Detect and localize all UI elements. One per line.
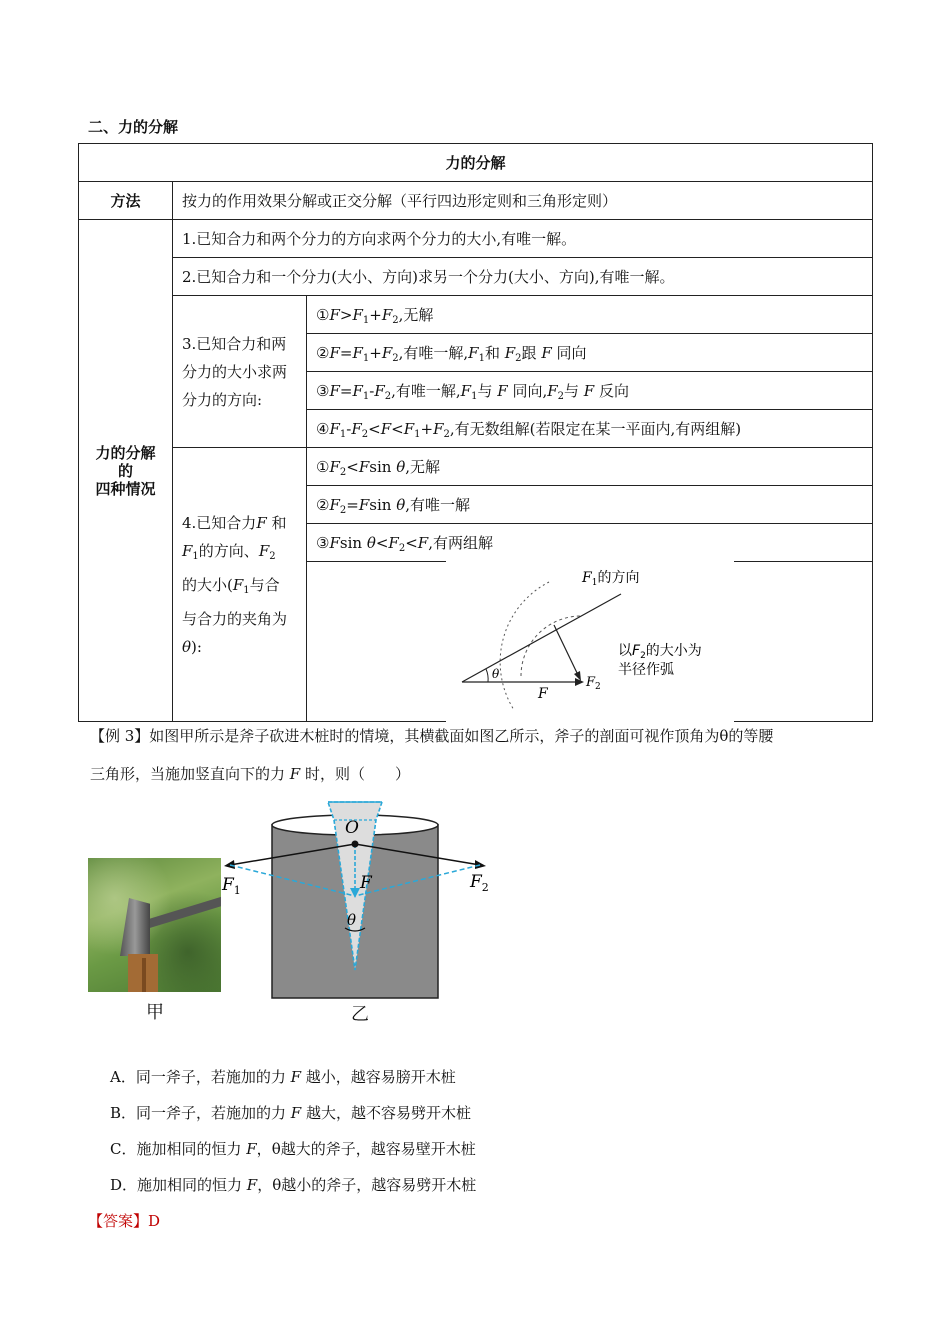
case-4-item-3: ③Fsin $\theta<F_2<F$,有两组解: [307, 524, 873, 562]
radius-label-2: 半径作弧: [618, 662, 674, 678]
case-3-item-2: $②F=F_1+F_2$,有唯一解$,F_1$和 $F_2$跟 F 同向: [307, 334, 873, 372]
label-f1: $F_1$: [222, 875, 241, 897]
case-3-item-3: $③F=F_1-F_2$,有唯一解$,F_1$与 F 同向$,F_2$与 F 反向: [307, 372, 873, 410]
option-a[interactable]: A．同一斧子，若施加的力 F 越小，越容易膀开木桩: [110, 1068, 456, 1086]
label-f: F: [360, 873, 372, 893]
fig-jia-label: 甲: [146, 1002, 164, 1023]
diagram-f-label: F: [538, 686, 548, 702]
case-4-label: 4.已知合力F 和 $F_1$的方向、$F_2$ 的大小($F_1$与合 与合力的夹角为θ):: [173, 448, 307, 722]
case-3-item-1: $①F>F_1+F_2$,无解: [307, 296, 873, 334]
axe-photo: [88, 858, 221, 992]
label-theta: θ: [347, 911, 357, 929]
method-text: 按力的作用效果分解或正交分解（平行四边形定则和三角形定则）: [173, 182, 873, 220]
table-header: 力的分解: [79, 144, 873, 182]
case-1: 1.已知合力和两个分力的方向求两个分力的大小,有唯一解。: [173, 220, 873, 258]
f1-arrowhead: [224, 860, 235, 869]
option-c[interactable]: C．施加相同的恒力 F，θ越大的斧子，越容易壁开木桩: [110, 1140, 476, 1158]
diagram-f2-label: $F_2$: [586, 675, 601, 692]
answer: 【答案】D: [88, 1212, 161, 1230]
case-2: 2.已知合力和一个分力(大小、方向)求另一个分力(大小、方向),有唯一解。: [173, 258, 873, 296]
radius-label-1: 以$F_2$的大小为: [618, 643, 702, 661]
case-4-item-1: $①F_2<Fsin$ θ,无解: [307, 448, 873, 486]
option-d[interactable]: D．施加相同的恒力 F，θ越小的斧子，越容易劈开木桩: [110, 1176, 477, 1194]
case-4-item-2: $②F_2=Fsin$ θ,有唯一解: [307, 486, 873, 524]
example-line-1: 【例 3】如图甲所示是斧子砍进木桩时的情境，其横截面如图乙所示，斧子的剖面可视作顶角为θ的等腰: [90, 727, 774, 745]
f2-arrowhead: [475, 860, 486, 869]
section-title: 二、力的分解: [88, 118, 179, 136]
label-o: O: [345, 818, 359, 838]
example-line-2: 三角形，当施加竖直向下的力 F 时，则（ ）: [90, 765, 410, 783]
method-label: 方法: [79, 182, 173, 220]
case-3-label: 3.已知合力和两分力的大小求两分力的方向:: [173, 296, 307, 448]
option-b[interactable]: B．同一斧子，若施加的力 F 越大，越不容易劈开木桩: [110, 1104, 471, 1122]
decomposition-diagram: [446, 560, 734, 726]
f1-direction-label: $F_1$的方向: [582, 570, 640, 588]
cases-label: 力的分解 的 四种情况: [79, 220, 173, 722]
axe-cross-section-diagram: [218, 795, 508, 1005]
fig-yi-label: 乙: [351, 1004, 369, 1025]
label-f2: $F_2$: [470, 872, 489, 894]
diagram-theta-label: θ: [492, 667, 500, 681]
point-o: [352, 841, 359, 848]
case-3-item-4: $④F_1-F_2<F<F_1+F_2$,有无数组解(若限定在某一平面内,有两组解): [307, 410, 873, 448]
